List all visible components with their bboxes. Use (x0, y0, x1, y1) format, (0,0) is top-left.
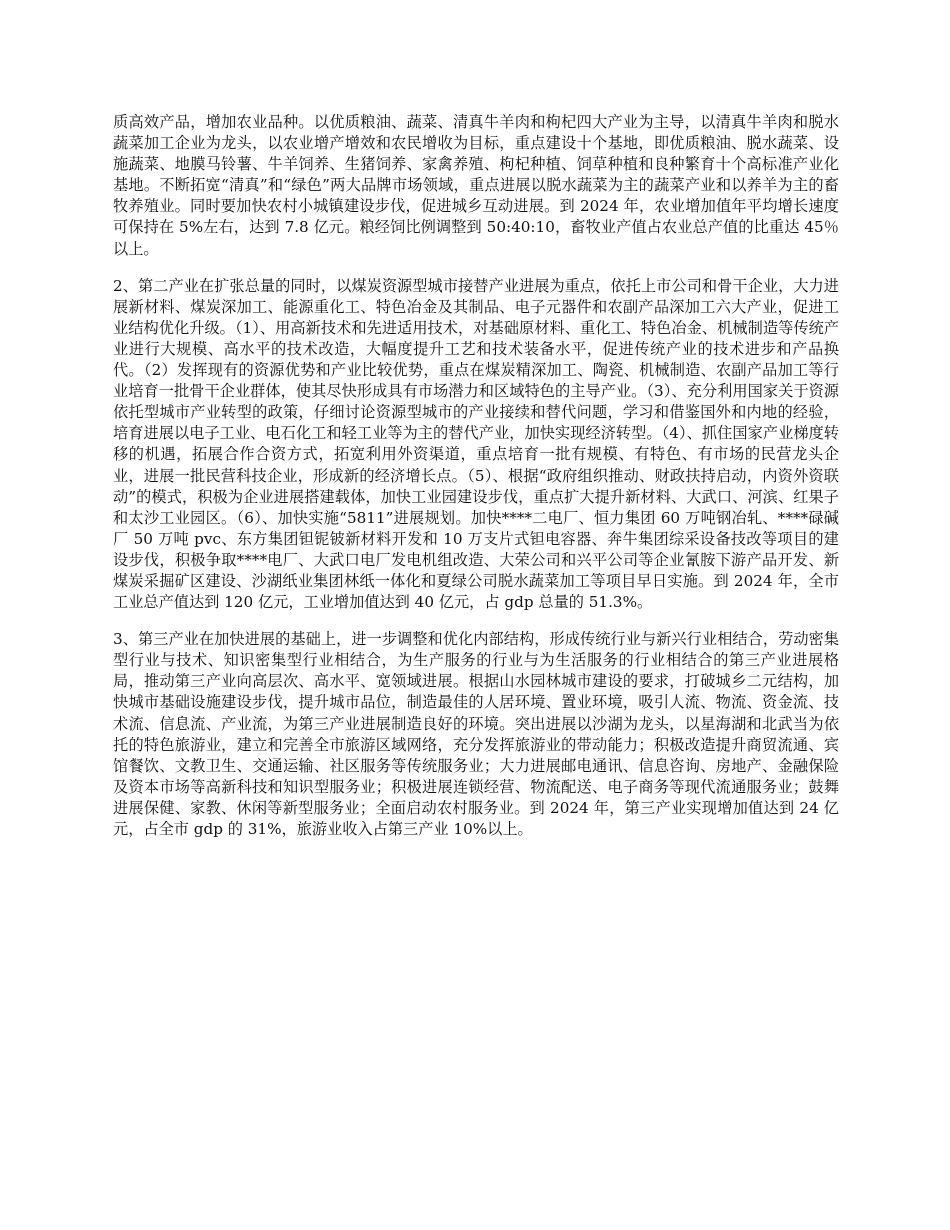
paragraph-tertiary-industry: 3、第三产业在加快进展的基础上，进一步调整和优化内部结构，形成传统行业与新兴行业相结合，劳动密集型行业与技术、知识密集型行业相结合，为生产服务的行业与为生活服务的行业相结合的第三产业进展格局，推动第三产业向高层次、高水平、宽领域进展。根据山水园林城市建设的要求，打破城乡二元结构，加快城市基础设施建设步伐，提升城市品位，制造最佳的人居环境、置业环境，吸引人流、物流、资金流、技术流、信息流、产业流，为第三产业进展制造良好的环境。突出进展以沙湖为龙头，以星海湖和北武当为依托的特色旅游业，建立和完善全市旅游区域网络，充分发挥旅游业的带动能力；积极改造提升商贸流通、宾馆餐饮、文教卫生、交通运输、社区服务等传统服务业；大力进展邮电通讯、信息咨询、房地产、金融保险及资本市场等高新科技和知识型服务业；积极进展连锁经营、物流配送、电子商务等现代流通服务业；鼓舞进展保健、家教、休闲等新型服务业；全面启动农村服务业。到 2024 年，第三产业实现增加值达到 24 亿元，占全市 gdp 的 31%，旅游业收入占第三产业 10%以上。 (113, 630, 839, 838)
paragraph-secondary-industry: 2、第二产业在扩张总量的同时，以煤炭资源型城市接替产业进展为重点，依托上市公司和骨干企业，大力进展新材料、煤炭深加工、能源重化工、特色冶金及其制品、电子元器件和农副产品深加工六大产业，促进工业结构优化升级。（1）、用高新技术和先进适用技术，对基础原材料、重化工、特色冶金、机械制造等传统产业进行大规模、高水平的技术改造，大幅度提升工艺和技术装备水平，促进传统产业的技术进步和产品换代。（2）发挥现有的资源优势和产业比较优势，重点在煤炭精深加工、陶瓷、机械制造、农副产品加工等行业培育一批骨干企业群体，使其尽快形成具有市场潜力和区域特色的主导产业。（3）、充分利用国家关于资源依托型城市产业转型的政策，仔细讨论资源型城市的产业接续和替代问题，学习和借鉴国外和内地的经验，培育进展以电子工业、电石化工和轻工业等为主的替代产业，加快实现经济转型。（4）、抓住国家产业梯度转移的机遇，拓展合作合资方式，拓宽利用外资渠道，重点培育一批有规模、有特色、有市场的民营龙头企业，进展一批民营科技企业，形成新的经济增长点。（5）、根据“政府组织推动、财政扶持启动，内资外资联动”的模式，积极为企业进展搭建载体，加快工业园建设步伐，重点扩大提升新材料、大武口、河滨、红果子和太沙工业园区。（6）、加快实施“5811”进展规划。加快****二电厂、恒力集团 60 万吨钢冶轧、****碌碱厂 50 万吨 pvc、东方集团钽铌铍新材料开发和 10 万支片式钽电容器、奔牛集团综采设备技改等项目的建设步伐，积极争取****电厂、大武口电厂发电机组改造、大荣公司和兴平公司等企业氰胺下游产品开发、新煤炭采掘矿区建设、沙湖纸业集团林纸一体化和夏绿公司脱水蔬菜加工等项目早日实施。到 2024 年，全市工业总产值达到 120 亿元，工业增加值达到 40 亿元，占 gdp 总量的 51.3%。 (113, 276, 839, 612)
document-page (113, 112, 839, 856)
paragraph-agriculture: 质高效产品，增加农业品种。以优质粮油、蔬菜、清真牛羊肉和枸杞四大产业为主导，以清真牛羊肉和脱水蔬菜加工企业为龙头，以农业增产增效和农民增收为目标，重点建设十个基地，即优质粮油、脱水蔬菜、设施蔬菜、地膜马铃薯、牛羊饲养、生猪饲养、家禽养殖、枸杞种植、饲草种植和良种繁育十个高标准产业化基地。不断拓宽“清真”和“绿色”两大品牌市场领域，重点进展以脱水蔬菜为主的蔬菜产业和以养羊为主的畜牧养殖业。同时要加快农村小城镇建设步伐，促进城乡互动进展。到 2024 年，农业增加值年平均增长速度可保持在 5%左右，达到 7.8 亿元。粮经饲比例调整到 50:40:10，畜牧业产值占农业总产值的比重达 45％以上。 (113, 113, 839, 258)
